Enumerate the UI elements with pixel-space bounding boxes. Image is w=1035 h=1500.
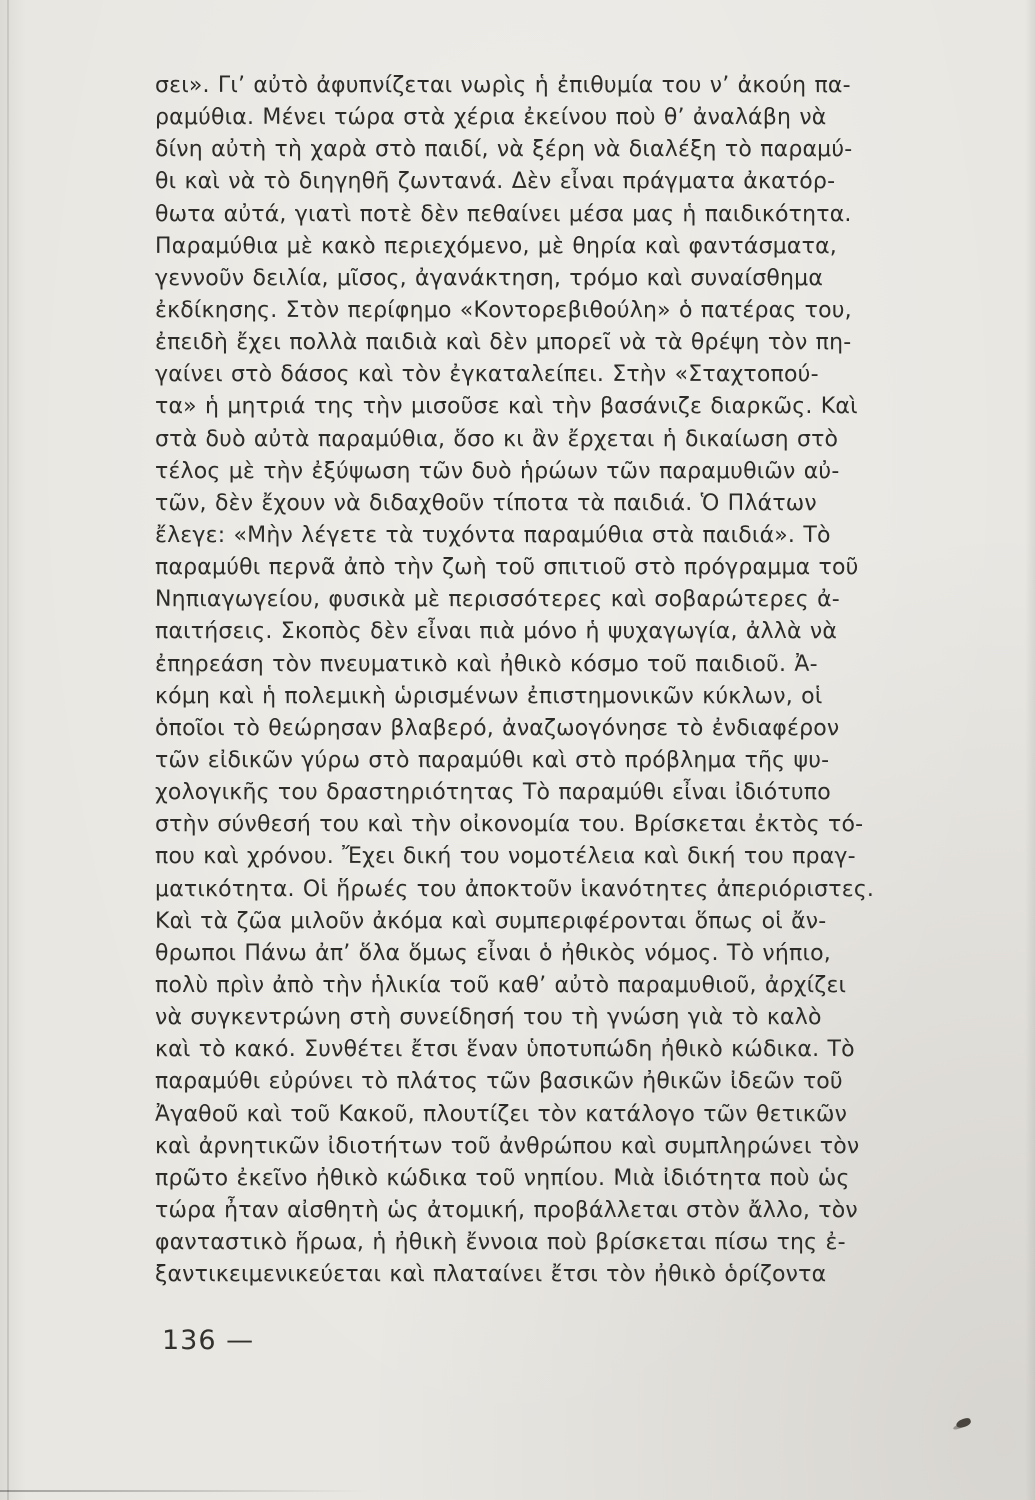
text-line: ἐπειδὴ ἔχει πολλὰ παιδιὰ καὶ δὲν μπορεῖ νὰ τὰ θρέψη τὸν πη- (155, 330, 852, 356)
text-line: γαίνει στὸ δάσος καὶ τὸν ἐγκαταλείπει. Στὴν «Σταχτοπού- (155, 362, 819, 388)
text-line: πολὺ πρὶν ἀπὸ τὴν ἡλικία τοῦ καθ’ αὐτὸ παραμυθιοῦ, ἀρχίζει (155, 972, 847, 998)
bottom-edge-crease (0, 1490, 370, 1492)
text-line: θρωποι Πάνω ἀπ’ ὅλα ὅμως εἶναι ὁ ἠθικὸς νόμος. Τὸ νήπιο, (155, 940, 832, 966)
text-line: φανταστικὸ ἥρωα, ἡ ἠθικὴ ἔννοια ποὺ βρίσκεται πίσω της ἐ- (155, 1230, 846, 1256)
text-line: τέλος μὲ τὴν ἐξύψωση τῶν δυὸ ἡρώων τῶν παραμυθιῶν αὐ- (155, 458, 840, 484)
text-line: κόμη καὶ ἡ πολεμικὴ ὡρισμένων ἐπιστημονικῶν κύκλων, οἱ (155, 683, 823, 709)
text-line: στὴν σύνθεσή του καὶ τὴν οἰκονομία του. Βρίσκεται ἐκτὸς τό- (155, 812, 864, 838)
text-line: Παραμύθια μὲ κακὸ περιεχόμενο, μὲ θηρία καὶ φαντάσματα, (155, 233, 837, 259)
text-line: θωτα αὐτά, γιατὶ ποτὲ δὲν πεθαίνει μέσα μας ἡ παιδικότητα. (155, 201, 852, 227)
binding-crease (7, 0, 9, 1500)
text-line: νὰ συγκεντρώνη στὴ συνείδησή του τὴ γνώση γιὰ τὸ καλὸ (155, 1005, 822, 1031)
text-line: τώρα ἦταν αἰσθητὴ ὡς ἀτομική, προβάλλεται στὸν ἄλλο, τὸν (155, 1197, 858, 1223)
text-line: παιτήσεις. Σκοπὸς δὲν εἶναι πιὰ μόνο ἡ ψυχαγωγία, ἀλλὰ νὰ (155, 619, 838, 645)
ink-speck (955, 1417, 972, 1429)
text-line: γεννοῦν δειλία, μῖσος, ἀγανάκτηση, τρόμο καὶ συναίσθημα (155, 265, 824, 291)
text-line: ἐκδίκησης. Στὸν περίφημο «Κοντορεβιθούλη» ὁ πατέρας του, (155, 297, 852, 323)
text-line: που καὶ χρόνου. Ἔχει δική του νομοτέλεια καὶ δική του πραγ- (155, 844, 856, 870)
text-line: τα» ἡ μητριά της τὴν μισοῦσε καὶ τὴν βασάνιζε διαρκῶς. Καὶ (155, 394, 858, 420)
text-line: Ἀγαθοῦ καὶ τοῦ Κακοῦ, πλουτίζει τὸν κατάλογο τῶν θετικῶν (155, 1101, 848, 1127)
text-line: ματικότητα. Οἱ ἥρωές του ἀποκτοῦν ἱκανότητες ἀπεριόριστες. (155, 876, 875, 902)
text-line: τῶν, δὲν ἔχουν νὰ διδαχθοῦν τίποτα τὰ παιδιά. Ὁ Πλάτων (155, 490, 817, 516)
text-line: Νηπιαγωγείου, φυσικὰ μὲ περισσότερες καὶ σοβαρώτερες ἀ- (155, 587, 840, 613)
text-line: καὶ ἀρνητικῶν ἰδιοτήτων τοῦ ἀνθρώπου καὶ συμπληρώνει τὸν (155, 1133, 860, 1159)
text-line: ὁποῖοι τὸ θεώρησαν βλαβερό, ἀναζωογόνησε τὸ ἐνδιαφέρον (155, 715, 840, 741)
text-line: χολογικῆς του δραστηριότητας Τὸ παραμύθι εἶναι ἰδιότυπο (155, 780, 831, 806)
text-line: ἐπηρεάση τὸν πνευματικὸ καὶ ἠθικὸ κόσμο τοῦ παιδιοῦ. Ἀ- (155, 651, 818, 677)
text-line: Καὶ τὰ ζῶα μιλοῦν ἀκόμα καὶ συμπεριφέρονται ὅπως οἱ ἄν- (155, 908, 827, 934)
text-line: ραμύθια. Μένει τώρα στὰ χέρια ἐκείνου ποὺ θ’ ἀναλάβη νὰ (155, 105, 827, 131)
text-line: δίνη αὐτὴ τὴ χαρὰ στὸ παιδί, νὰ ξέρη νὰ διαλέξη τὸ παραμύ- (155, 137, 853, 163)
text-line: καὶ τὸ κακό. Συνθέτει ἔτσι ἕναν ὑποτυπώδη ἠθικὸ κώδικα. Τὸ (155, 1037, 855, 1063)
text-line: παραμύθι περνᾶ ἀπὸ τὴν ζωὴ τοῦ σπιτιοῦ στὸ πρόγραμμα τοῦ (155, 555, 859, 581)
page-number: 136 — (162, 1325, 255, 1356)
text-line: ξαντικειμενικεύεται καὶ πλαταίνει ἔτσι τὸν ἠθικὸ ὁρίζοντα (155, 1262, 827, 1288)
text-line: στὰ δυὸ αὐτὰ παραμύθια, ὅσο κι ἂν ἔρχεται ἡ δικαίωση στὸ (155, 426, 839, 452)
text-line: θι καὶ νὰ τὸ διηγηθῆ ζωντανά. Δὲν εἶναι πράγματα ἀκατόρ- (155, 169, 836, 195)
text-line: πρῶτο ἐκεῖνο ἠθικὸ κώδικα τοῦ νηπίου. Μιὰ ἰδιότητα ποὺ ὡς (155, 1165, 850, 1191)
body-text-block (155, 70, 943, 1291)
text-line: ἔλεγε: «Μὴν λέγετε τὰ τυχόντα παραμύθια στὰ παιδιά». Τὸ (155, 522, 831, 548)
text-line: παραμύθι εὐρύνει τὸ πλάτος τῶν βασικῶν ἠθικῶν ἰδεῶν τοῦ (155, 1069, 843, 1095)
text-line: σει». Γι’ αὐτὸ ἀφυπνίζεται νωρὶς ἡ ἐπιθυμία του ν’ ἀκούη πα- (155, 73, 851, 98)
text-line: τῶν εἰδικῶν γύρω στὸ παραμύθι καὶ στὸ πρόβλημα τῆς ψυ- (155, 747, 830, 773)
